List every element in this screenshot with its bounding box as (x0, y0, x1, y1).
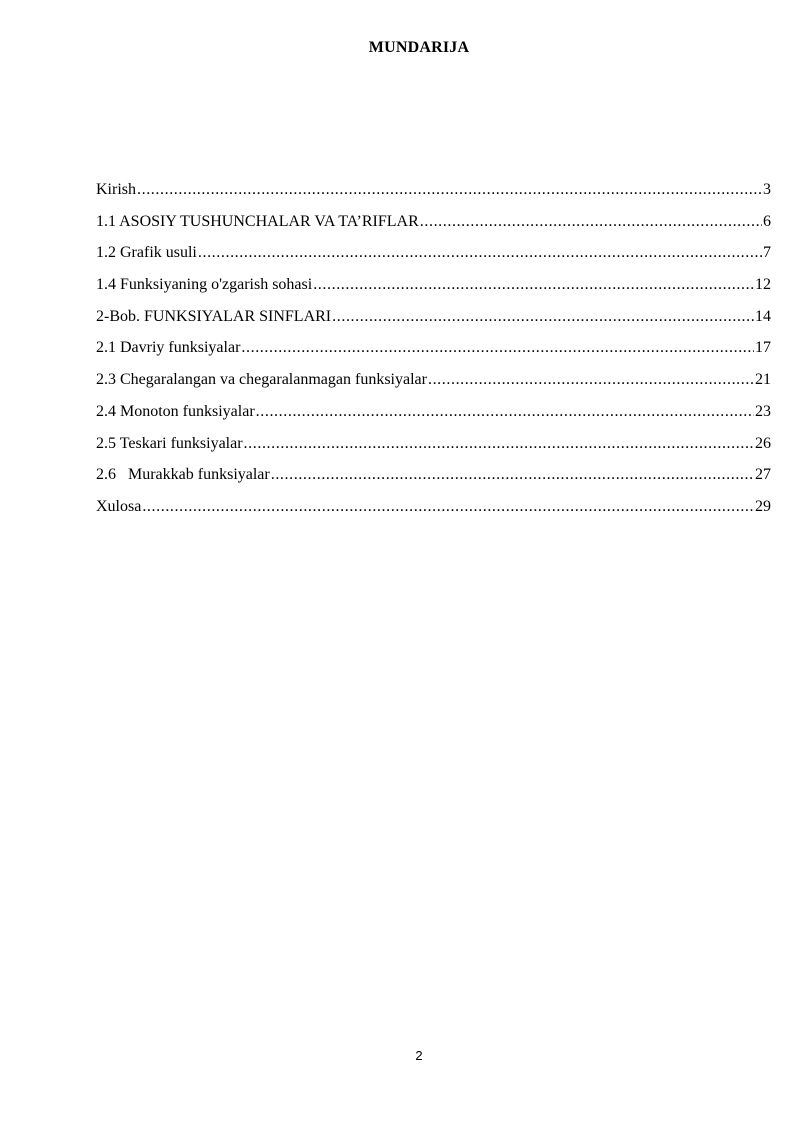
toc-entry-label: 2.5 Teskari funksiyalar (96, 434, 243, 452)
toc-entry-page: 21 (755, 371, 771, 389)
toc-entry[interactable] (96, 399, 771, 431)
toc-dot-leader (428, 367, 754, 393)
toc-entry-label: 1.1 ASOSIY TUSHUNCHALAR VA TA’RIFLAR (96, 212, 419, 230)
toc-entry-page: 14 (755, 307, 771, 325)
toc-dot-leader (420, 209, 762, 235)
table-of-contents (96, 177, 771, 526)
toc-entry-page: 7 (763, 244, 771, 262)
toc-entry-page: 23 (755, 402, 771, 420)
toc-entry-label: 2.4 Monoton funksiyalar (96, 402, 255, 420)
toc-entry-label: Kirish (96, 181, 136, 198)
toc-entry[interactable] (96, 209, 771, 241)
toc-entry[interactable] (96, 335, 771, 367)
toc-entry[interactable] (96, 177, 771, 209)
toc-entry-page: 3 (763, 181, 771, 198)
toc-entry-label: 2.1 Davriy funksiyalar (96, 339, 241, 357)
toc-entry-page: 6 (763, 212, 771, 230)
toc-entry-page: 12 (755, 276, 771, 294)
toc-dot-leader (332, 304, 754, 330)
toc-dot-leader (244, 431, 754, 457)
toc-dot-leader (313, 272, 754, 298)
toc-dot-leader (198, 240, 762, 266)
toc-dot-leader (137, 177, 762, 203)
toc-entry[interactable] (96, 431, 771, 463)
toc-entry[interactable] (96, 240, 771, 272)
toc-entry-label: 2.6 Murakkab funksiyalar (96, 466, 270, 484)
toc-dot-leader (241, 335, 754, 361)
toc-entry-page: 27 (755, 466, 771, 484)
toc-entry[interactable] (96, 272, 771, 304)
toc-entry[interactable] (96, 494, 771, 526)
toc-entry[interactable] (96, 462, 771, 494)
toc-entry-label: 2.3 Chegaralangan va chegaralanmagan funksiyalar (96, 371, 427, 389)
toc-dot-leader (271, 462, 754, 488)
toc-entry[interactable] (96, 367, 771, 399)
page-number: 2 (415, 1048, 423, 1063)
toc-entry-page: 29 (755, 497, 771, 515)
toc-entry-page: 17 (755, 339, 771, 357)
toc-entry-label: 1.4 Funksiyaning o'zgarish sohasi (96, 276, 313, 294)
toc-entry-page: 26 (755, 434, 771, 452)
toc-entry-label: Xulosa (96, 497, 142, 515)
page-title: MUNDARIJA (368, 39, 470, 56)
toc-entry-label: 1.2 Grafik usuli (96, 244, 197, 262)
toc-dot-leader (142, 494, 754, 520)
toc-entry-label: 2-Bob. FUNKSIYALAR SINFLARI (96, 307, 332, 325)
toc-dot-leader (256, 399, 754, 425)
toc-entry[interactable] (96, 304, 771, 336)
